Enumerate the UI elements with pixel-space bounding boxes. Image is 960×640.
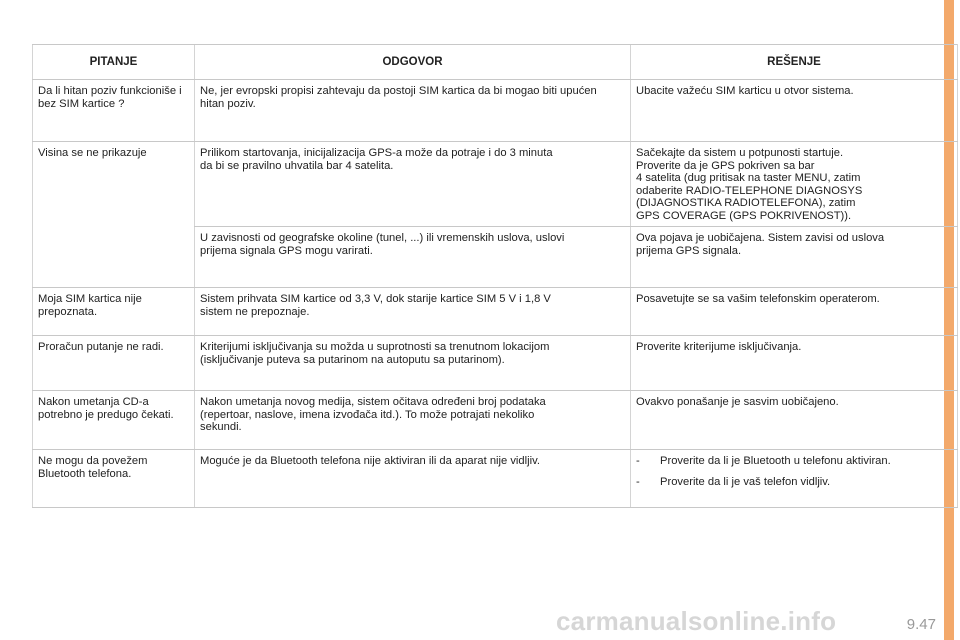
answer-cell: Prilikom startovanja, inicijalizacija GPS-a može da potraje i do 3 minuta da bi se pravilno uhvatila bar 4 satelita. (195, 142, 631, 227)
answer-cell: Moguće je da Bluetooth telefona nije aktiviran ili da aparat nije vidljiv. (195, 450, 631, 508)
table-row (33, 391, 958, 450)
answer-cell: Sistem prihvata SIM kartice od 3,3 V, dok starije kartice SIM 5 V i 1,8 V sistem ne prepoznaje. (195, 288, 631, 336)
solution-cell: Ovakvo ponašanje je sasvim uobičajeno. (631, 391, 958, 450)
dash-bullet: - (636, 455, 640, 467)
table-row (33, 336, 958, 391)
solution-cell (631, 450, 958, 508)
table-row (33, 142, 958, 227)
question-cell: Proračun putanje ne radi. (33, 336, 195, 391)
dash-bullet: - (636, 475, 640, 488)
answer-cell: Nakon umetanja novog medija, sistem očitava određeni broj podataka (repertoar, naslove, imena izvođača itd.). To može potrajati nekoliko sekundi. (195, 391, 631, 450)
table-header-row (33, 45, 958, 80)
solution-cell: Ova pojava je uobičajena. Sistem zavisi od uslova prijema GPS signala. (631, 227, 958, 288)
table-row (33, 288, 958, 336)
question-cell: Moja SIM kartica nije prepoznata. (33, 288, 195, 336)
list-item-text: Proverite da li je Bluetooth u telefonu aktiviran. (660, 455, 891, 467)
solution-cell: Sačekajte da sistem u potpunosti startuje. Proverite da je GPS pokriven sa bar 4 satelita (dug pritisak na taster MENU, zatim odaberite RADIO-TELEPHONE DIAGNOSYS (DIJAGNOSTIKA RADIOTELEFONA), zatim GPS COVERAGE (GPS POKRIVENOST)). (631, 142, 958, 227)
page-number: 9.47 (906, 616, 936, 633)
table-row (33, 80, 958, 142)
question-cell: Nakon umetanja CD-a potrebno je predugo čekati. (33, 391, 195, 450)
list-item (636, 476, 951, 489)
answer-cell: Kriterijumi isključivanja su možda u suprotnosti sa trenutnom lokacijom (isključivanje puteva sa putarinom na autoputu sa putarinom). (195, 336, 631, 391)
solution-list (636, 455, 951, 488)
watermark: carmanualsonline.info (556, 606, 837, 636)
list-item (636, 455, 951, 468)
solution-cell: Ubacite važeću SIM karticu u otvor sistema. (631, 80, 958, 142)
question-cell: Visina se ne prikazuje (33, 142, 195, 288)
answer-cell: Ne, jer evropski propisi zahtevaju da postoji SIM kartica da bi mogao biti upućen hitan poziv. (195, 80, 631, 142)
solution-cell: Proverite kriterijume isključivanja. (631, 336, 958, 391)
header-question: PITANJE (33, 45, 195, 80)
question-cell: Da li hitan poziv funkcioniše i bez SIM kartice ? (33, 80, 195, 142)
table-row (33, 450, 958, 508)
list-item-text: Proverite da li je vaš telefon vidljiv. (660, 475, 831, 488)
solution-cell: Posavetujte se sa vašim telefonskim operaterom. (631, 288, 958, 336)
answer-cell: U zavisnosti od geografske okoline (tunel, ...) ili vremenskih uslova, uslovi prijema signala GPS mogu varirati. (195, 227, 631, 288)
question-cell: Ne mogu da povežem Bluetooth telefona. (33, 450, 195, 508)
troubleshooting-table (32, 44, 958, 508)
header-answer: ODGOVOR (195, 45, 631, 80)
header-solution: REŠENJE (631, 45, 958, 80)
